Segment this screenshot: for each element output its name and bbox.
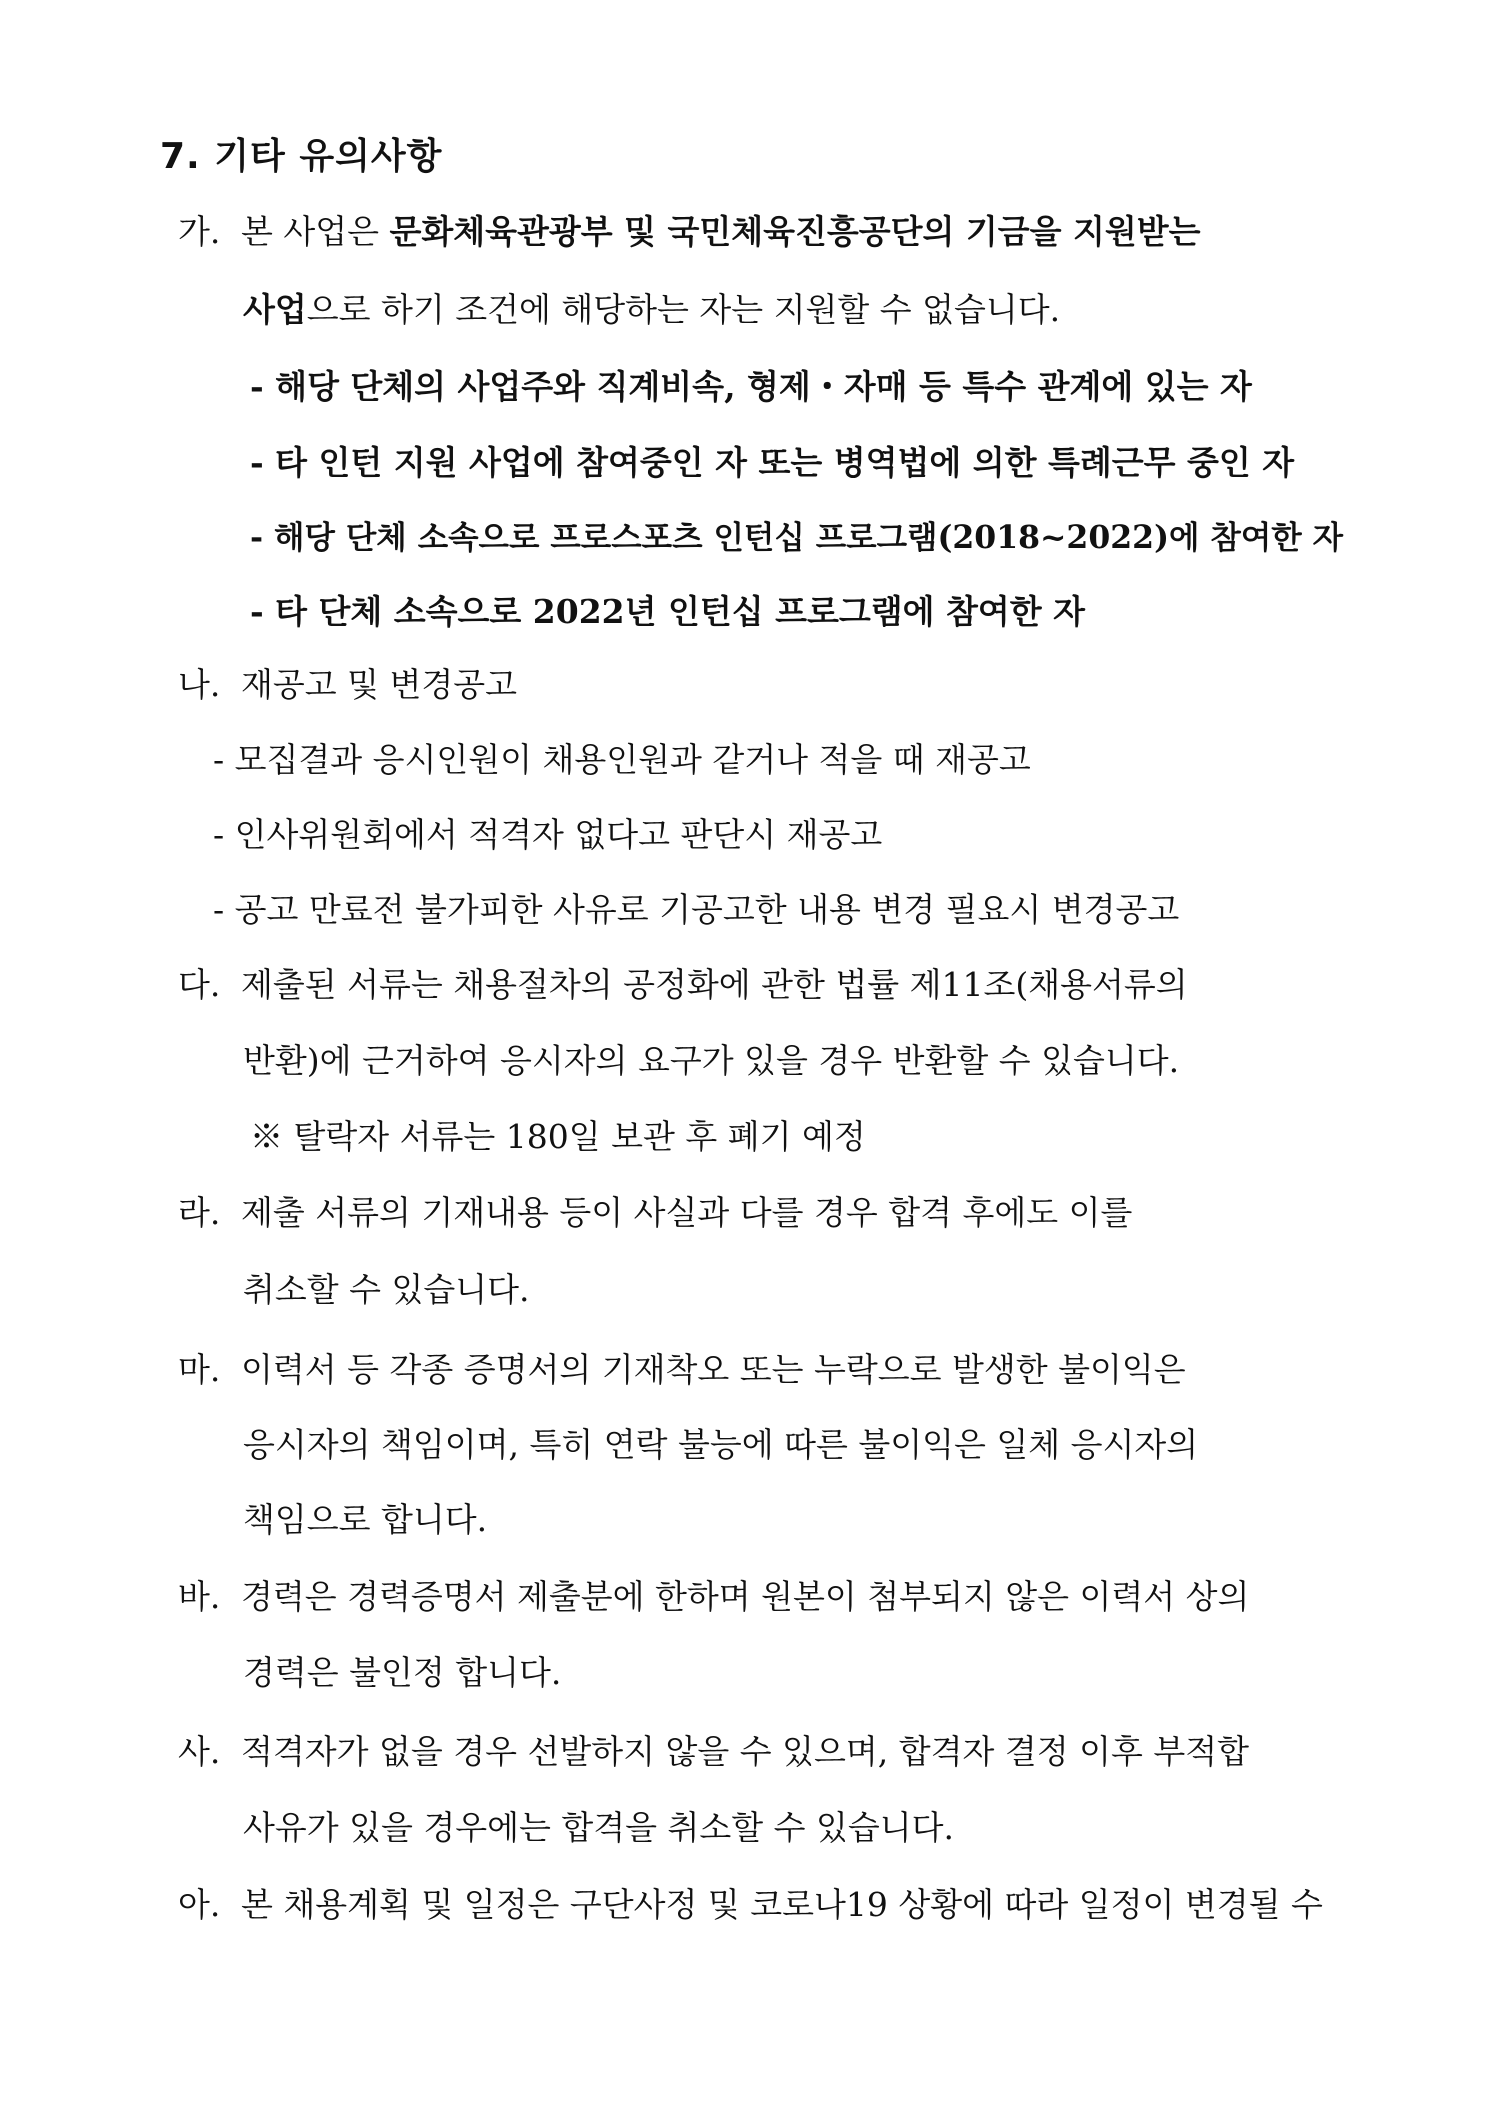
item-ma-line3: 책임으로 합니다. bbox=[243, 1500, 488, 1539]
item-ba-line2: 경력은 불인정 합니다. bbox=[243, 1653, 562, 1692]
item-da-marker: 다. bbox=[178, 965, 221, 1004]
item-a-line1: 본 채용계획 및 일정은 구단사정 및 코로나19 상황에 따라 일정이 변경될 수 bbox=[241, 1885, 1323, 1924]
item-a-marker: 아. bbox=[178, 1885, 221, 1924]
item-sa-marker: 사. bbox=[178, 1732, 221, 1771]
item-na-text: 재공고 및 변경공고 bbox=[241, 665, 518, 704]
item-ga-bullet-2: - 타 인턴 지원 사업에 참여중인 자 또는 병역법에 의한 특례근무 중인 자 bbox=[250, 443, 1295, 482]
item-ga-line1-plain: 본 사업은 bbox=[241, 212, 390, 251]
item-na-marker: 나. bbox=[178, 665, 221, 704]
item-da-line1: 제출된 서류는 채용절차의 공정화에 관한 법률 제11조(채용서류의 bbox=[241, 965, 1188, 1004]
item-ga-line2 bbox=[243, 290, 1060, 330]
item-sa-line2: 사유가 있을 경우에는 합격을 취소할 수 있습니다. bbox=[243, 1808, 954, 1847]
item-da-note: ※ 탈락자 서류는 180일 보관 후 폐기 예정 bbox=[250, 1117, 866, 1156]
item-ga-bullet-3: - 해당 단체 소속으로 프로스포츠 인턴십 프로그램(2018~2022)에 참여한 자 bbox=[250, 519, 1344, 556]
item-na-bullet-2: - 인사위원회에서 적격자 없다고 판단시 재공고 bbox=[213, 815, 883, 854]
item-ga-line1-bold: 문화체육관광부 및 국민체육진흥공단의 기금을 지원받는 bbox=[389, 212, 1201, 251]
item-na-bullet-1: - 모집결과 응시인원이 채용인원과 같거나 적을 때 재공고 bbox=[213, 740, 1031, 779]
item-ra-marker: 라. bbox=[178, 1193, 221, 1232]
item-ba-line1: 경력은 경력증명서 제출분에 한하며 원본이 첨부되지 않은 이력서 상의 bbox=[241, 1577, 1250, 1616]
item-ga-line2-plain: 으로 하기 조건에 해당하는 자는 지원할 수 없습니다. bbox=[306, 290, 1061, 329]
item-da-line2: 반환)에 근거하여 응시자의 요구가 있을 경우 반환할 수 있습니다. bbox=[243, 1041, 1180, 1080]
item-ra-line1: 제출 서류의 기재내용 등이 사실과 다를 경우 합격 후에도 이를 bbox=[241, 1193, 1133, 1232]
item-ga-line1 bbox=[241, 212, 1339, 252]
item-ga-marker: 가. bbox=[178, 212, 221, 251]
item-ma-line2: 응시자의 책임이며, 특히 연락 불능에 따른 불이익은 일체 응시자의 bbox=[243, 1425, 1199, 1464]
item-ga-line2-bold: 사업 bbox=[243, 290, 307, 329]
item-sa-line1: 적격자가 없을 경우 선발하지 않을 수 있으며, 합격자 결정 이후 부적합 bbox=[241, 1732, 1249, 1771]
item-ra-line2: 취소할 수 있습니다. bbox=[243, 1270, 530, 1309]
section-title: 7. 기타 유의사항 bbox=[160, 136, 443, 177]
item-ma-line1: 이력서 등 각종 증명서의 기재착오 또는 누락으로 발생한 불이익은 bbox=[241, 1350, 1186, 1389]
item-ga-bullet-1: - 해당 단체의 사업주와 직계비속, 형제・자매 등 특수 관계에 있는 자 bbox=[250, 367, 1252, 406]
item-ga-bullet-4: - 타 단체 소속으로 2022년 인턴십 프로그램에 참여한 자 bbox=[250, 592, 1086, 631]
item-ma-marker: 마. bbox=[178, 1350, 221, 1389]
item-ba-marker: 바. bbox=[178, 1577, 221, 1616]
item-na-bullet-3: - 공고 만료전 불가피한 사유로 기공고한 내용 변경 필요시 변경공고 bbox=[213, 890, 1180, 929]
